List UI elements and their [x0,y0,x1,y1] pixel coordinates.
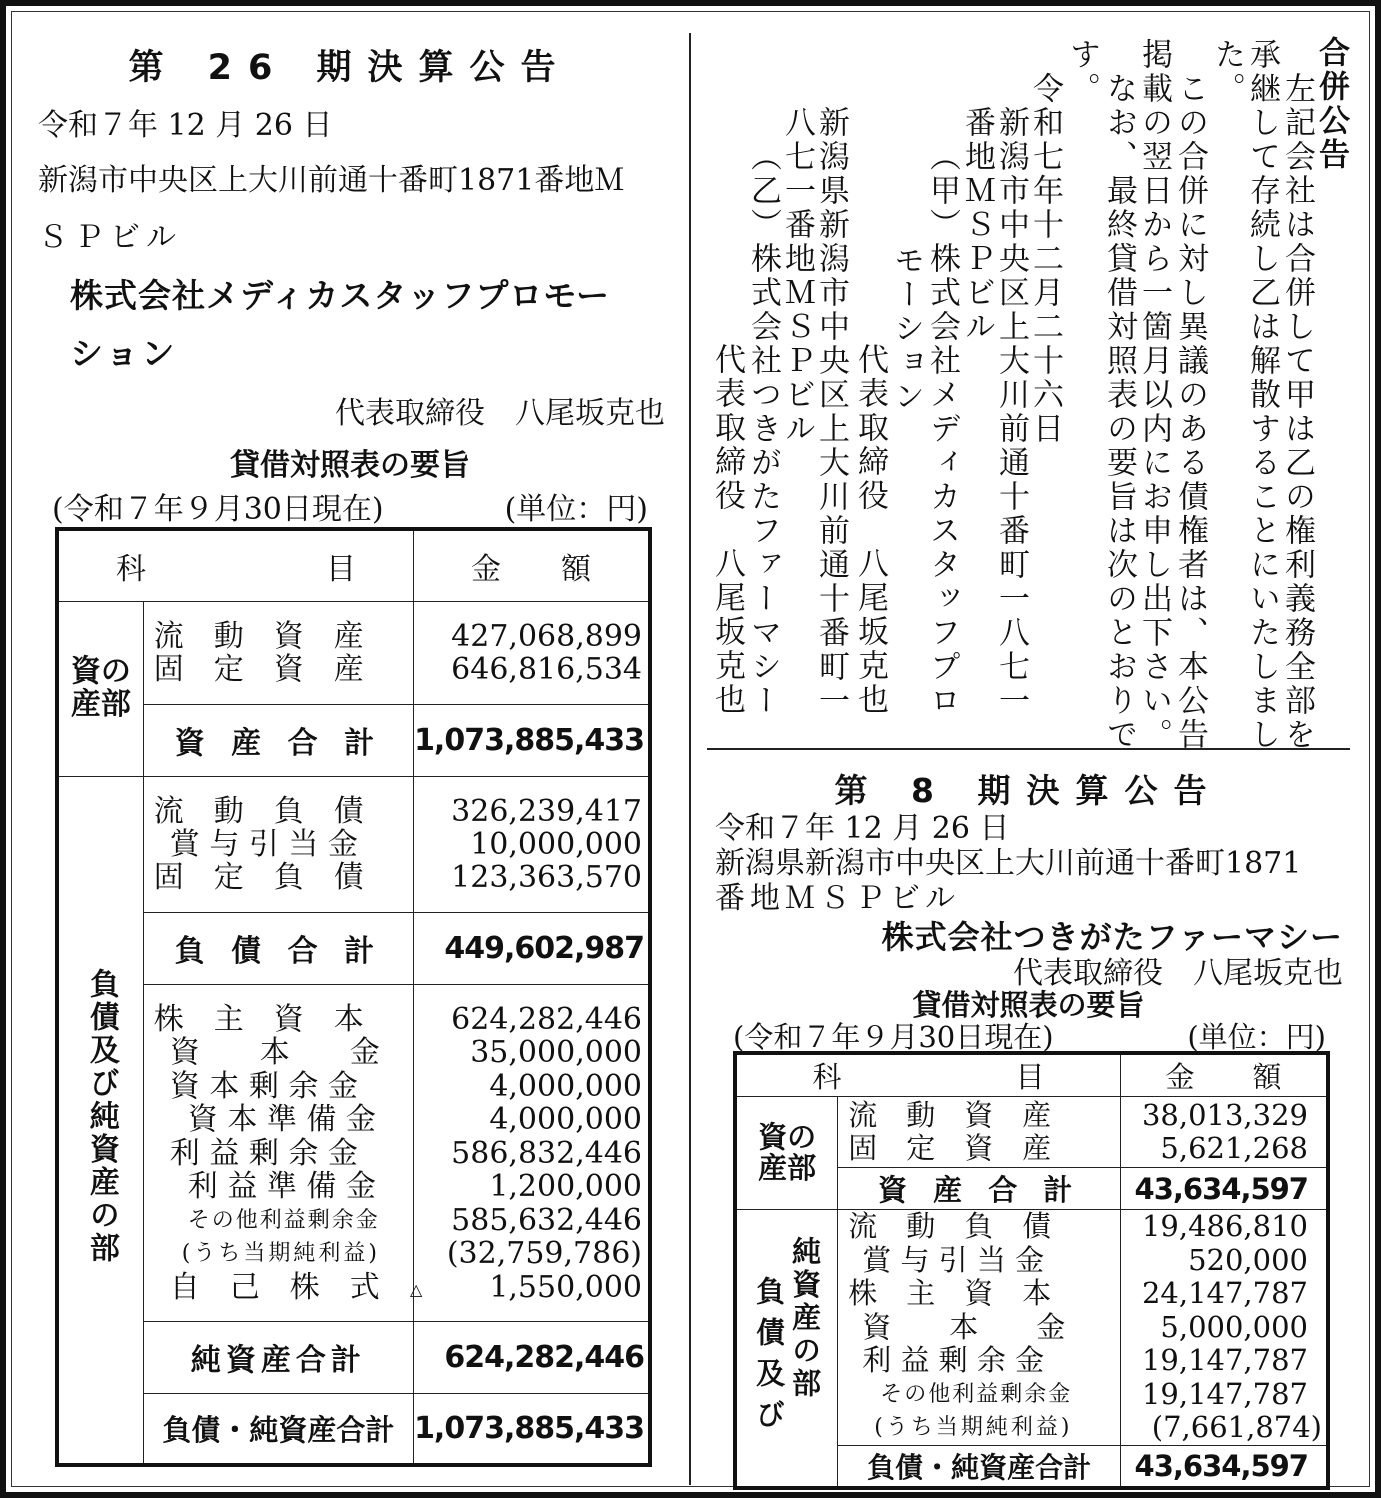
amount-current-liabilities: 19,486,810 [1141,1209,1308,1243]
merger-body-col-5: 掲載の翌日から一箇月以内にお申し出下さい。 [1136,38,1172,752]
party-b-name: （乙）株式会社つきがたファーマシー [745,140,781,718]
right-notice-company: 株式会社つきがたファーマシー [881,918,1343,956]
liab-items [143,776,413,912]
amount-other-retained-earnings: 585,632,446 [451,1202,642,1238]
grand-total-label: 負債・純資産合計 [143,1393,413,1465]
grand-total: 43,634,597 [1121,1445,1328,1488]
liab-amounts [414,776,650,912]
right-bs-unit: (単位：円) [1187,1020,1326,1054]
item-net-income: (うち当期純利益) [874,1415,1073,1440]
assets-section-label [735,1097,838,1210]
item-treasury-stock: 自 己 株 式 [169,1269,380,1305]
liab-section-label [57,776,143,1465]
assets-total: 43,634,597 [1121,1168,1328,1210]
party-a-name-col-1: （甲）株式会社メディカスタッフプロ [924,140,960,718]
merger-body-col-7: す。 [1064,38,1100,106]
table-row [57,704,650,776]
item-retained-earnings: 利 益 剰 余 金 [862,1343,1045,1377]
assets-total: 1,073,885,433 [414,704,650,776]
equity-total-label: 純資産合計 [143,1321,413,1393]
item-fixed-liabilities: 固 定 負 債 [153,859,364,895]
liab-section-label [735,1210,838,1488]
item-other-retained-earnings: その他利益剰余金 [880,1381,1073,1407]
table-header-row [735,1053,1328,1097]
right-bs-title: 貸借対照表の要旨 [912,988,1145,1022]
amount-fixed-liabilities: 123,363,570 [451,859,642,895]
item-current-assets: 流 動 資 産 [153,618,364,654]
amount-capital: 5,000,000 [1160,1309,1308,1344]
left-notice-address-line2: ＳＰビル [38,220,182,255]
liab-amounts [1121,1210,1328,1446]
party-b-address-col-1: 新潟県新潟市中央区上大川前通十番町一 [813,106,849,718]
assets-section-label [57,601,143,776]
item-capital: 資 本 金 [862,1309,1066,1344]
equity-total: 624,282,446 [414,1321,650,1393]
item-capital-surplus: 資 本 剰 余 金 [169,1068,358,1104]
left-notice-company-line1: 株式会社メディカスタッフプロモー [70,276,611,315]
liab-total: 449,602,987 [414,912,650,984]
assets-amounts [1121,1097,1328,1168]
table-row [57,776,650,912]
amount-bonus-reserve: 10,000,000 [470,826,642,862]
item-current-assets: 流 動 資 産 [848,1098,1052,1132]
left-notice-representative: 代表取締役 八尾坂克也 [335,396,665,431]
item-bonus-reserve: 賞 与 引 当 金 [862,1242,1045,1277]
table-row [735,1210,1328,1446]
item-fixed-assets: 固 定 資 産 [848,1131,1052,1165]
amount-net-income: (7,661,874) [1151,1410,1322,1444]
merger-body-col-2: 承継して存続し乙は解散することにいたしまし [1244,38,1280,752]
item-current-liabilities: 流 動 負 債 [153,793,364,829]
amount-shareholders-equity: 24,147,787 [1141,1276,1308,1310]
right-notice-address-line1: 新潟県新潟市中央区上大川前通十番町1871 [715,846,1302,881]
merger-body-col-1: 左記会社は合併して甲は乙の権利義務全部を [1279,72,1315,752]
liab-section-label-wrap [737,1235,837,1440]
item-retained-earnings: 利 益 剰 余 金 [169,1135,358,1171]
table-row [57,984,650,1321]
amount-net-income: (32,759,786) [446,1236,642,1271]
left-notice-address-line1: 新潟市中央区上大川前通十番町1871番地Ｍ [38,163,625,198]
item-capital: 資 本 金 [169,1035,380,1070]
item-bonus-reserve: 賞 与 引 当 金 [169,826,358,862]
right-notice-date: 令和７年 12 月 26 日 [715,811,1010,846]
header-item: 科 目 [57,529,414,601]
party-a-address-col-2: 番地ＭＳＰビル [959,106,995,344]
amount-retained-earnings: 586,832,446 [451,1135,642,1171]
left-bs-as-of: (令和７年９月30日現在) [52,492,384,527]
left-notice-title: 第 26 期決算公告 [128,48,572,88]
party-b-representative: 代表取締役 八尾坂克也 [709,343,745,717]
assets-section-label-line1: 資の [758,1119,817,1154]
item-shareholders-equity: 株 主 資 本 [848,1276,1052,1310]
liab-section-col-1: 純資産の部 [788,1235,823,1401]
assets-amounts [414,601,650,704]
table-header-row [57,529,650,601]
item-shareholders-equity: 株 主 資 本 [153,1001,364,1037]
merger-date: 令和七年十二月二十六日 [1027,72,1063,446]
item-other-retained-earnings: その他利益剰余金 [187,1207,380,1233]
amount-current-assets: 38,013,329 [1141,1098,1308,1132]
amount-retained-earnings: 19,147,787 [1141,1343,1308,1377]
amount-capital-reserve: 4,000,000 [489,1102,642,1137]
merger-notice-heading: 合併公告 [1313,36,1349,172]
right-notice-title: 第 8 期決算公告 [834,771,1223,810]
left-notice-date: 令和７年 12 月 26 日 [38,108,333,143]
item-fixed-assets: 固 定 資 産 [153,651,364,687]
party-a-representative: 代表取締役 八尾坂克也 [852,343,888,717]
column-divider [689,33,691,1485]
assets-items [838,1097,1121,1168]
equity-items [143,984,413,1321]
item-net-income: (うち当期純利益) [181,1241,380,1266]
party-a-name-col-2: モーション [888,244,924,414]
liab-total-label: 負 債 合 計 [143,912,413,984]
left-balance-sheet [55,527,652,1467]
amount-capital-surplus: 4,000,000 [489,1068,642,1104]
item-current-liabilities: 流 動 負 債 [848,1209,1052,1243]
negative-triangle-icon: △ [410,1279,423,1299]
right-bs-as-of: (令和７年９月30日現在) [733,1020,1054,1054]
assets-items [143,601,413,704]
amount-fixed-assets: 646,816,534 [451,651,642,687]
grand-total-label: 負債・純資産合計 [838,1445,1121,1488]
amount-shareholders-equity: 624,282,446 [451,1001,642,1037]
table-row [57,1321,650,1393]
assets-total-label: 資 産 合 計 [838,1168,1121,1210]
item-legal-reserve: 利 益 準 備 金 [187,1169,376,1204]
header-amount: 金 額 [414,529,650,601]
amount-current-liabilities: 326,239,417 [451,793,642,829]
merger-body-col-6: なお、最終貸借対照表の要旨は次のとおりで [1101,72,1137,752]
item-capital-reserve: 資 本 準 備 金 [187,1102,376,1137]
party-a-address-col-1: 新潟市中央区上大川前通十番町一八七一 [993,106,1029,718]
party-b-address-col-2: 八七一番地ＭＳＰビル [779,106,815,446]
header-amount: 金 額 [1121,1053,1328,1097]
merger-body-col-3: た。 [1209,38,1245,106]
table-row [735,1097,1328,1168]
grand-total: 1,073,885,433 [414,1393,650,1465]
assets-section-label-line2: 産部 [70,686,131,722]
amount-other-retained-earnings: 19,147,787 [1141,1376,1308,1411]
amount-treasury-stock-row [410,1269,642,1305]
amount-treasury-stock: 1,550,000 [489,1269,642,1305]
right-notice-address-line2: 番地ＭＳＰビル [715,881,960,916]
liab-section-col-2: 負債及び [752,1275,787,1440]
table-row [57,912,650,984]
assets-total-label: 資 産 合 計 [143,704,413,776]
table-row [57,601,650,704]
right-notice-representative: 代表取締役 八尾坂克也 [1013,956,1343,991]
amount-capital: 35,000,000 [470,1035,642,1070]
merger-body-col-4: この合併に対し異議のある債権者は、本公告 [1172,72,1208,752]
amount-bonus-reserve: 520,000 [1188,1242,1308,1277]
liab-section-text: 負債及び純資産の部 [83,968,119,1265]
liab-items [838,1210,1121,1446]
left-bs-title: 貸借対照表の要旨 [230,448,470,483]
assets-section-label-line2: 産部 [758,1151,817,1185]
right-balance-sheet [733,1051,1330,1490]
header-item: 科 目 [735,1053,1121,1097]
left-bs-unit: (単位：円) [504,492,648,527]
assets-section-label-line1: 資の [70,654,131,690]
equity-amounts [410,984,650,1321]
table-row [57,1393,650,1465]
amount-current-assets: 427,068,899 [451,618,642,654]
left-notice-company-line2: ション [70,334,178,373]
amount-fixed-assets: 5,621,268 [1160,1131,1308,1165]
amount-legal-reserve: 1,200,000 [489,1169,642,1204]
